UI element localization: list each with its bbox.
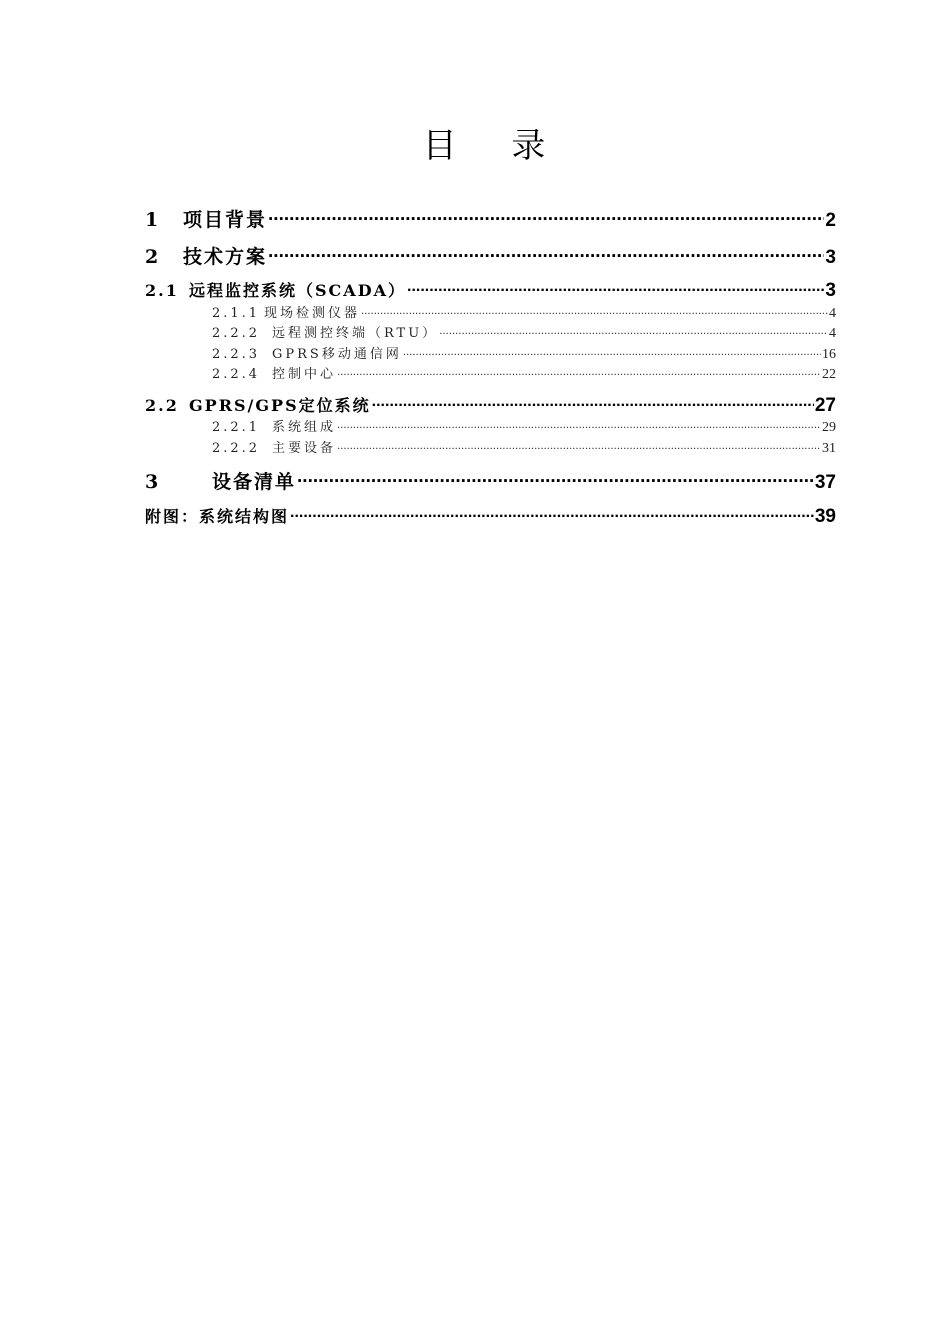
- toc-entry-label: 远程测控终端（RTU）: [272, 326, 439, 341]
- toc-entry-number: 2.2.2: [212, 441, 261, 456]
- toc-entry-number: 2.2: [145, 396, 179, 415]
- toc-entry-number: 2.2.1: [212, 420, 261, 435]
- toc-entry-field-instruments[interactable]: [212, 302, 836, 320]
- toc-entry-page: 39: [814, 506, 836, 527]
- toc-dot-leader: [297, 469, 814, 488]
- toc-entry-scada[interactable]: [145, 278, 836, 300]
- toc-dot-leader: [268, 207, 824, 226]
- toc-entry-equipment-list[interactable]: [145, 467, 836, 493]
- toc-entry-page: 3: [825, 247, 836, 268]
- toc-dot-leader: [337, 366, 821, 378]
- toc-entry-label: GPRS移动通信网: [272, 347, 402, 362]
- toc-dot-leader: [407, 280, 824, 296]
- toc-entry-number: 2: [145, 246, 161, 268]
- toc-entry-page: 16: [822, 347, 836, 362]
- toc-dot-leader: [403, 346, 821, 358]
- toc-entry-rtu[interactable]: [212, 322, 836, 340]
- toc-entry-label: 主要设备: [272, 441, 337, 456]
- toc-dot-leader: [372, 395, 814, 411]
- toc-dot-leader: [361, 305, 828, 317]
- toc-entry-number: 1: [145, 209, 161, 231]
- toc-entry-label: 控制中心: [272, 367, 337, 382]
- toc-dot-leader: [439, 325, 828, 337]
- page-title: 目 录: [422, 126, 568, 166]
- toc-entry-label: 远程监控系统（SCADA）: [189, 281, 406, 300]
- toc-entry-gprs-network[interactable]: [212, 343, 836, 361]
- toc-dot-leader: [290, 506, 814, 522]
- toc-entry-system-composition[interactable]: [212, 416, 836, 434]
- toc-entry-label: GPRS/GPS定位系统: [189, 396, 371, 415]
- toc-entry-label: 附图：系统结构图: [145, 507, 290, 526]
- toc-entry-technical-plan[interactable]: [145, 242, 836, 268]
- toc-entry-page: 4: [829, 326, 836, 341]
- toc-dot-leader: [337, 440, 821, 452]
- toc-entry-page: 4: [829, 306, 836, 321]
- toc-entry-label: 项目背景: [183, 209, 268, 231]
- toc-entry-number: 3: [145, 471, 161, 493]
- toc-entry-number: 2.2.2: [212, 326, 261, 341]
- toc-dot-leader: [268, 244, 824, 263]
- toc-entry-page: 2: [825, 210, 836, 231]
- toc-entry-page: 22: [822, 367, 836, 382]
- toc-entry-page: 3: [825, 280, 836, 301]
- toc-entry-main-equipment[interactable]: [212, 437, 836, 455]
- toc-entry-project-background[interactable]: [145, 205, 836, 231]
- toc-entry-label: 现场检测仪器: [264, 306, 361, 321]
- toc-entry-label: 系统组成: [272, 420, 337, 435]
- toc-entry-page: 27: [814, 395, 836, 416]
- toc-entry-page: 37: [814, 472, 836, 493]
- toc-entry-number: 2.1.1: [212, 306, 261, 321]
- toc-entry-number: 2.2.3: [212, 347, 261, 362]
- toc-entry-gps-system[interactable]: [145, 393, 836, 415]
- toc-entry-control-center[interactable]: [212, 363, 836, 381]
- toc-entry-page: 29: [822, 420, 836, 435]
- toc-entry-number: 2.2.4: [212, 367, 261, 382]
- toc-entry-number: 2.1: [145, 281, 179, 300]
- toc-entry-label: 设备清单: [212, 471, 297, 493]
- toc-entry-page: 31: [822, 441, 836, 456]
- toc-dot-leader: [337, 419, 821, 431]
- toc-entry-appendix-diagram[interactable]: [145, 504, 836, 526]
- toc-entry-label: 技术方案: [183, 246, 268, 268]
